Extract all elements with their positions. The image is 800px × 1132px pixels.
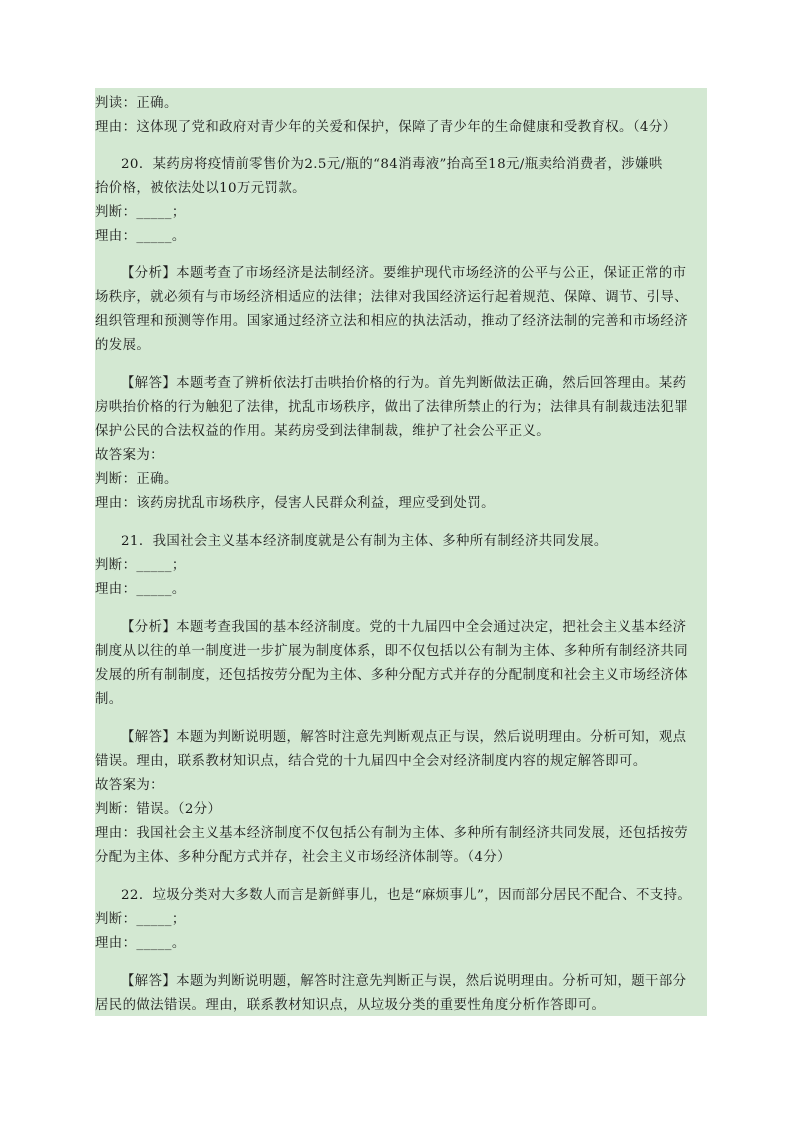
text-line: 抬价格，被依法处以10万元罚款。 — [95, 181, 306, 196]
text-line: 保护公民的合法权益的作用。某药房受到法律制裁，维护了社会公平正义。 — [95, 424, 551, 439]
text-line: 故答案为： — [95, 778, 164, 793]
judgement-blank: 判断：_____； — [95, 205, 186, 220]
text-line: 分配为主体、多种分配方式并存，社会主义市场经济体制等。（4分） — [95, 850, 511, 865]
text-line: 错误。理由，联系教材知识点，结合党的十九届四中全会对经济制度内容的规定解答即可。 — [95, 754, 647, 769]
text-line: 场秩序，就必须有与市场经济相适应的法律；法律对我国经济运行起着规范、保障、调节、引导、 — [95, 290, 688, 305]
reason-blank: 理由：_____。 — [95, 936, 186, 951]
question-22-line: 22．垃圾分类对大多数人而言是新鲜事儿，也是“麻烦事儿”，因而部分居民不配合、不支持。 — [121, 888, 692, 903]
answer-paragraph: 【解答】本题为判断说明题，解答时注意先判断观点正与误，然后说明理由。分析可知，观点 — [121, 730, 687, 745]
text-line: 制。 — [95, 692, 123, 707]
answer-paragraph: 【解答】本题为判断说明题，解答时注意先判断正与误，然后说明理由。分析可知，题干部分 — [121, 974, 687, 989]
reason-blank: 理由：_____。 — [95, 229, 186, 244]
question-21-line: 21．我国社会主义基本经济制度就是公有制为主体、多种所有制经济共同发展。 — [121, 534, 608, 549]
document-page — [95, 88, 707, 1016]
text-line: 判断：错误。（2分） — [95, 802, 222, 817]
text-line: 理由：这体现了党和政府对青少年的关爱和保护，保障了青少年的生命健康和受教育权。（4分） — [95, 120, 677, 135]
analysis-paragraph: 【分析】本题考查我国的基本经济制度。党的十九届四中全会通过决定，把社会主义基本经济 — [121, 620, 687, 635]
text-line: 房哄抬价格的行为触犯了法律，扰乱市场秩序，做出了法律所禁止的行为；法律具有制裁违法犯罪 — [95, 400, 688, 415]
text-line: 制度从以往的单一制度进一步扩展为制度体系，即不仅包括以公有制为主体、多种所有制经济共同 — [95, 644, 688, 659]
text-line: 理由：我国社会主义基本经济制度不仅包括公有制为主体、多种所有制经济共同发展，还包括按劳 — [95, 826, 688, 841]
text-line: 组织管理和预测等作用。国家通过经济立法和相应的执法活动，推动了经济法制的完善和市场经济 — [95, 314, 688, 329]
text-line: 居民的做法错误。理由，联系教材知识点，从垃圾分类的重要性角度分析作答即可。 — [95, 998, 606, 1013]
judgement-blank: 判断：_____； — [95, 558, 186, 573]
text-line: 发展的所有制制度，还包括按劳分配为主体、多种分配方式并存的分配制度和社会主义市场经济体 — [95, 668, 688, 683]
text-line: 判断：正确。 — [95, 472, 178, 487]
reason-blank: 理由：_____。 — [95, 582, 186, 597]
text-line: 故答案为： — [95, 448, 164, 463]
text-line: 判读：正确。 — [95, 96, 178, 111]
text-line: 理由：该药房扰乱市场秩序，侵害人民群众利益，理应受到处罚。 — [95, 496, 495, 511]
judgement-blank: 判断：_____； — [95, 912, 186, 927]
text-line: 的发展。 — [95, 338, 151, 353]
analysis-paragraph: 【分析】本题考查了市场经济是法制经济。要维护现代市场经济的公平与公正，保证正常的市 — [121, 266, 687, 281]
question-20-line: 20．某药房将疫情前零售价为2.5元/瓶的“84消毒液”抬高至18元/瓶卖给消费者，涉嫌哄 — [121, 157, 663, 172]
answer-paragraph: 【解答】本题考查了辨析依法打击哄抬价格的行为。首先判断做法正确，然后回答理由。某药 — [121, 376, 687, 391]
